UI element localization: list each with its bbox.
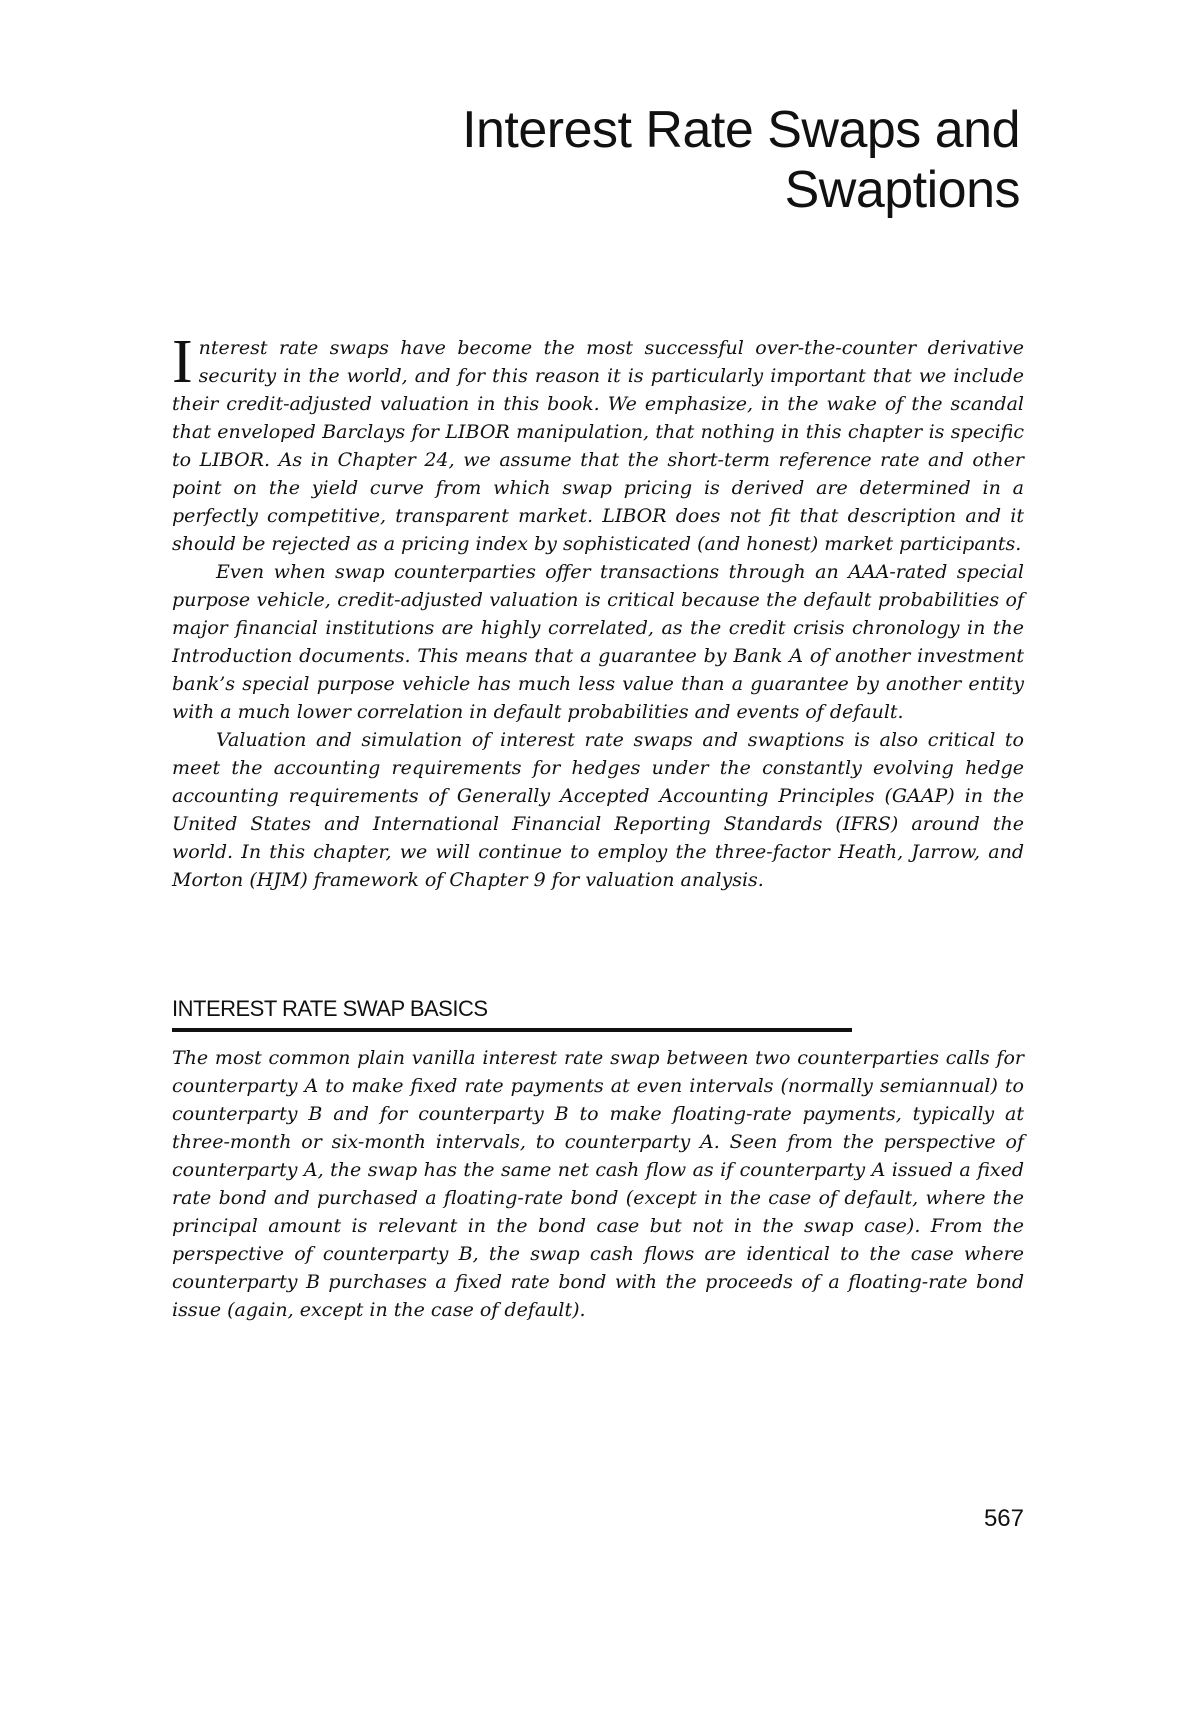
section-paragraph-1: The most common plain vanilla interest rate swap between two counterparties calls for counterparty A to make fixed rate payments at even intervals (normally semiannual) to counterparty B and for counterparty B to make floating-rate payments, typically at three-month or six-month intervals, to counterparty A. Seen from the perspective of counterparty A, the swap has the same net cash flow as if counterparty A issued a fixed rate bond and purchased a floating-rate bond (except in the case of default, where the principal amount is relevant in the bond case but not in the swap case). From the perspective of counterparty B, the swap cash flows are identical to the case where counterparty B purchases a fixed rate bond with the proceeds of a floating-rate bond issue (again, except in the case of default).: [172, 1047, 1024, 1321]
intro-paragraph-1: [172, 328, 1024, 558]
section-body: [172, 1044, 1024, 1324]
drop-cap: I: [172, 328, 193, 396]
intro-paragraph-1-text: nterest rate swaps have become the most successful over-the-counter derivative security in the world, and for this reason it is particularly important that we include their credit-adjusted valuation in this book. We emphasize, in the wake of the scandal that enveloped Barclays for LIBOR manipulation, that nothing in this chapter is specific to LIBOR. As in Chapter 24, we assume that the short-term reference rate and other point on the yield curve from which swap pricing is derived are determined in a perfectly competitive, transparent market. LIBOR does not fit that description and it should be rejected as a pricing index by sophisticated (and honest) market participants.: [172, 337, 1024, 555]
section-heading: INTEREST RATE SWAP BASICS: [172, 996, 488, 1021]
intro-paragraph-2: Even when swap counterparties offer transactions through an AAA-rated special purpose vehicle, credit-adjusted valuation is critical because the default probabilities of major financial institutions are highly correlated, as the credit crisis chronology in the Introduction documents. This means that a guarantee by Bank A of another investment bank’s special purpose vehicle has much less value than a guarantee by another entity with a much lower correlation in default probabilities and events of default.: [172, 561, 1024, 723]
section-rule: [172, 1028, 852, 1032]
chapter-intro: [172, 328, 1024, 894]
page-number: 567: [983, 1505, 1024, 1532]
intro-paragraph-3: Valuation and simulation of interest rate swaps and swaptions is also critical to meet the accounting requirements for hedges under the constantly evolving hedge accounting requirements of Generally Accepted Accounting Principles (GAAP) in the United States and International Financial Reporting Standards (IFRS) around the world. In this chapter, we will continue to employ the three-factor Heath, Jarrow, and Morton (HJM) framework of Chapter 9 for valuation analysis.: [172, 729, 1024, 891]
chapter-title: Interest Rate Swaps and Swaptions: [462, 101, 1020, 219]
